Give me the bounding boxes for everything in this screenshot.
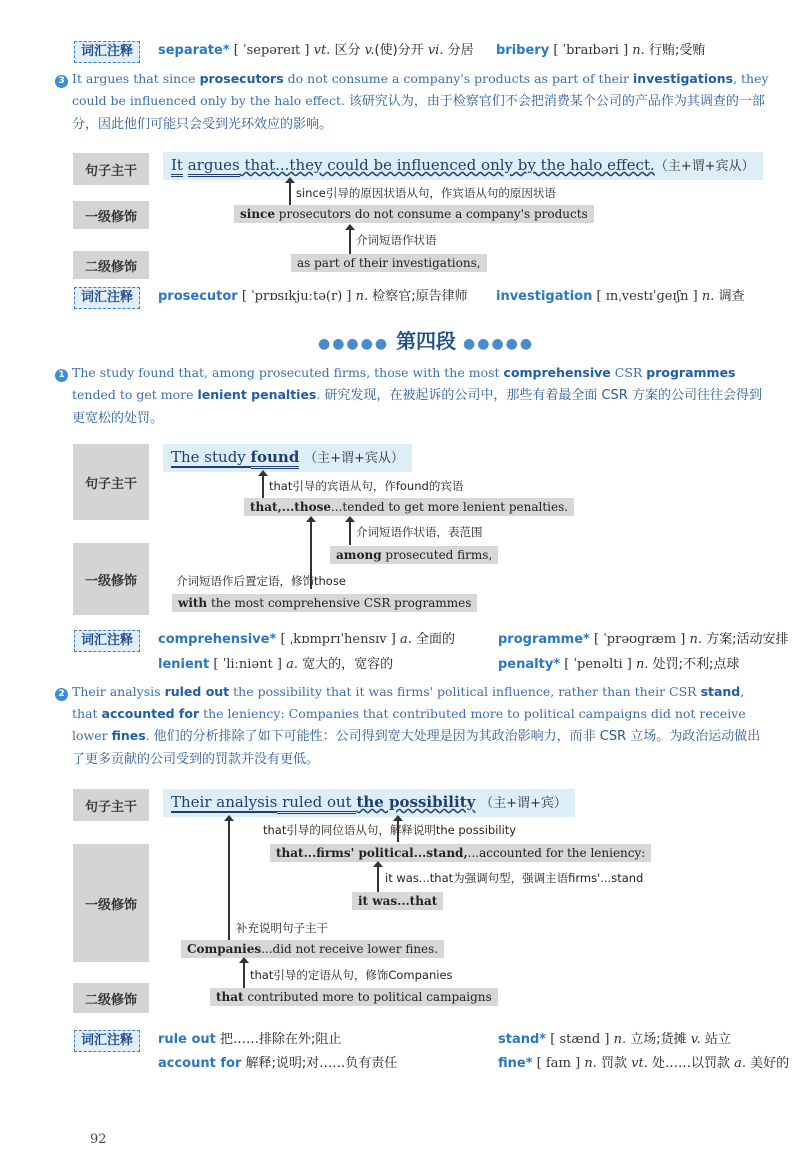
vocab-entry: penalty* [ ˈpenəlti ] n. 处罚;不利;点球 (498, 657, 740, 672)
label-main-clause: 句子主干 (73, 789, 149, 821)
modifier: as part of their investigations, (291, 254, 487, 272)
label-level2: 二级修饰 (73, 251, 149, 279)
vocab-entry: prosecutor [ ˈprɒsɪkjuːtə(r) ] n. 检察官;原告律师 (158, 289, 468, 304)
annotation: it was...that为强调句型，强调主语firms'...stand (385, 871, 644, 885)
annotation: since引导的原因状语从句，作宾语从句的原因状语 (296, 186, 556, 200)
vocab-entry: investigation [ ɪnˌvestɪˈɡeɪʃn ] n. 调查 (496, 289, 745, 304)
annotation: 介词短语作后置定语，修饰those (176, 574, 346, 588)
modifier: it was...that (352, 892, 443, 910)
label-main-clause: 句子主干 (73, 153, 149, 185)
label-level1: 一级修饰 (73, 543, 149, 615)
modifier: that contributed more to political campaigns (210, 988, 498, 1006)
dots-decoration: ●●●●● (318, 336, 390, 352)
arrow (243, 962, 245, 988)
vocab-entry: comprehensive* [ ˌkɒmprɪˈhensɪv ] a. 全面的 (158, 632, 456, 647)
sentence-number: 3 (55, 75, 68, 88)
label-main-clause: 句子主干 (73, 444, 149, 520)
vocab-entry: account for 解释;说明;对……负有责任 (158, 1056, 398, 1071)
modifier: since prosecutors do not consume a company's products (234, 205, 594, 223)
annotation: 介词短语作状语 (356, 233, 437, 247)
vocab-tag: 词汇注释 (74, 287, 140, 309)
vocab-entry: rule out 把……排除在外;阻止 (158, 1032, 342, 1047)
vocab-entry: separate* [ ˈsepəreɪt ] vt. 区分 v.(使)分开 vi. 分居 (158, 43, 474, 58)
vocab-entry: bribery [ ˈbraɪbəri ] n. 行贿;受贿 (496, 43, 706, 58)
modifier: with the most comprehensive CSR programmes (172, 594, 477, 612)
main-clause: It argues that...they could be influenced only by the halo effect.（主+谓+宾从） (163, 152, 763, 180)
label-level2: 二级修饰 (73, 983, 149, 1013)
vocab-tag: 词汇注释 (74, 41, 140, 63)
sentence-number: 1 (55, 369, 68, 382)
annotation: that引导的同位语从句，解释说明the possibility (263, 823, 517, 837)
arrow (262, 475, 264, 499)
page-number: 92 (90, 1132, 107, 1147)
main-clause: The study found （主+谓+宾从） (163, 444, 412, 472)
annotation: that引导的宾语从句，作found的宾语 (269, 479, 464, 493)
annotation: 介词短语作状语，表范围 (356, 525, 483, 539)
main-clause: Their analysis ruled out the possibility （主+谓+宾） (163, 789, 575, 817)
dots-decoration: ●●●●● (463, 336, 535, 352)
section-title: ●●●●● 第四段 ●●●●● (318, 329, 535, 353)
arrow (349, 521, 351, 545)
vocab-tag: 词汇注释 (74, 1030, 140, 1052)
modifier: that...firms' political...stand,...accounted for the leniency: (270, 844, 651, 862)
sentence-number: 2 (55, 688, 68, 701)
vocab-entry: fine* [ faɪn ] n. 罚款 vt. 处……以罚款 a. 美好的 (498, 1056, 790, 1071)
vocab-word: separate* (158, 43, 230, 58)
vocab-tag: 词汇注释 (74, 630, 140, 652)
vocab-entry: programme* [ ˈprəʊɡræm ] n. 方案;活动安排 (498, 632, 789, 647)
vocab-entry: lenient [ ˈliːniənt ] a. 宽大的，宽容的 (158, 657, 394, 672)
label-level1: 一级修饰 (73, 844, 149, 962)
label-level1: 一级修饰 (73, 201, 149, 229)
modifier: Companies...did not receive lower fines. (181, 940, 444, 958)
sentence-text: Their analysis ruled out the possibility that it was firms' political influence, rather than their CSR stand, that accounted for the leniency: Companies that contributed more to political campaigns did not receive lower fines. 他们的分析排除了如下可能性：公司得到宽大处理是因为其政治影响力，而非 CSR 立场。为政治运动做出了更多贡献的公司受到的罚款并没有更低。 (72, 684, 761, 767)
sentence-text: The study found that, among prosecuted firms, those with the most comprehensive CSR programmes tended to get more lenient penalties. 研究发现，在被起诉的公司中，那些有着最全面 CSR 方案的公司往往会得到更宽松的处罚。 (72, 365, 762, 426)
arrow (228, 820, 230, 940)
annotation: 补充说明句子主干 (236, 921, 328, 935)
modifier: that,...those...tended to get more lenient penalties. (244, 498, 574, 516)
arrow (377, 866, 379, 892)
sentence-text: It argues that since prosecutors do not consume a company's products as part of their investigations, they could be influenced only by the halo effect. 该研究认为，由于检察官们不会把消费某个公司的产品作为其调查的一部分，因此他们可能只会受到光环效应的影响。 (72, 71, 769, 132)
arrow (349, 229, 351, 254)
annotation: that引导的定语从句，修饰Companies (250, 968, 453, 982)
vocab-entry: stand* [ stænd ] n. 立场;货摊 v. 站立 (498, 1032, 731, 1047)
modifier: among prosecuted firms, (330, 546, 498, 564)
